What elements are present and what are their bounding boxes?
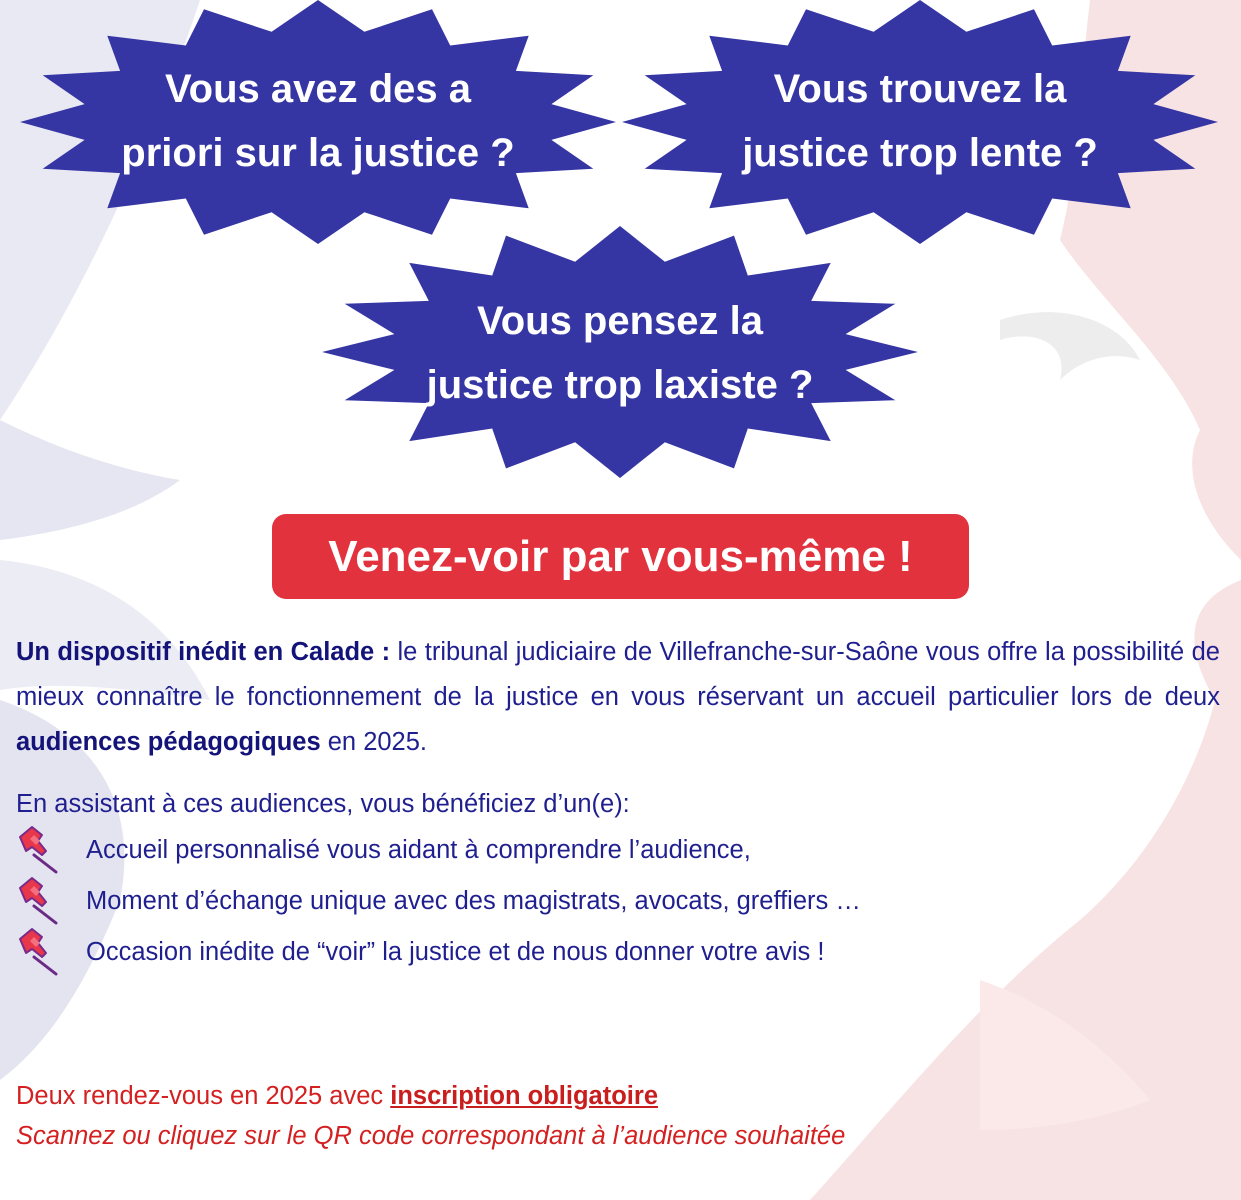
burst-2-text (620, 57, 1220, 185)
burst-3-line-2: justice trop laxiste ? (426, 363, 814, 407)
footer-line-1-prefix: Deux rendez-vous en 2025 avec (16, 1082, 391, 1110)
intro-text-2: en 2025. (320, 728, 428, 756)
burst-2-line-1: Vous trouvez la (773, 67, 1067, 111)
benefit-item-3-text: Occasion inédite de “voir” la justice et de nous donner votre avis ! (86, 937, 825, 966)
burst-2-line-2: justice trop lente ? (742, 131, 1098, 175)
intro-text-1: le tribunal judiciaire de Villefranche-sur-Saône vous offre la possibilité de mieux connaître le fonctionnement de la justice en vous réservant un accueil particulier lors de deux (16, 638, 1220, 711)
footer-line-1 (16, 1082, 658, 1111)
pushpin-icon (16, 876, 62, 926)
benefits-title: En assistant à ces audiences, vous bénéficiez d’un(e): (16, 790, 630, 818)
pushpin-icon (16, 927, 62, 977)
intro-lead: Un dispositif inédit en Calade : (16, 638, 391, 666)
benefit-item-2-text: Moment d’échange unique avec des magistrats, avocats, greffiers … (86, 886, 861, 915)
burst-1-line-2: priori sur la justice ? (121, 131, 515, 175)
burst-1-text (18, 57, 618, 185)
burst-1-line-1: Vous avez des a (164, 67, 472, 111)
cta-label: Venez-voir par vous-même ! (328, 531, 913, 581)
benefit-item-2 (16, 876, 861, 926)
burst-3-line-1: Vous pensez la (476, 299, 763, 343)
cta-banner (272, 514, 969, 599)
burst-3-text (320, 289, 920, 417)
intro-paragraph (16, 630, 1220, 765)
registration-link[interactable]: inscription obligatoire (390, 1082, 658, 1110)
benefit-item-3 (16, 927, 824, 977)
intro-highlight: audiences pédagogiques (16, 728, 321, 756)
benefit-item-1-text: Accueil personnalisé vous aidant à comprendre l’audience, (86, 835, 751, 864)
footer-line-2: Scannez ou cliquez sur le QR code correspondant à l’audience souhaitée (16, 1122, 846, 1150)
benefit-item-1 (16, 825, 751, 875)
pushpin-icon (16, 825, 62, 875)
